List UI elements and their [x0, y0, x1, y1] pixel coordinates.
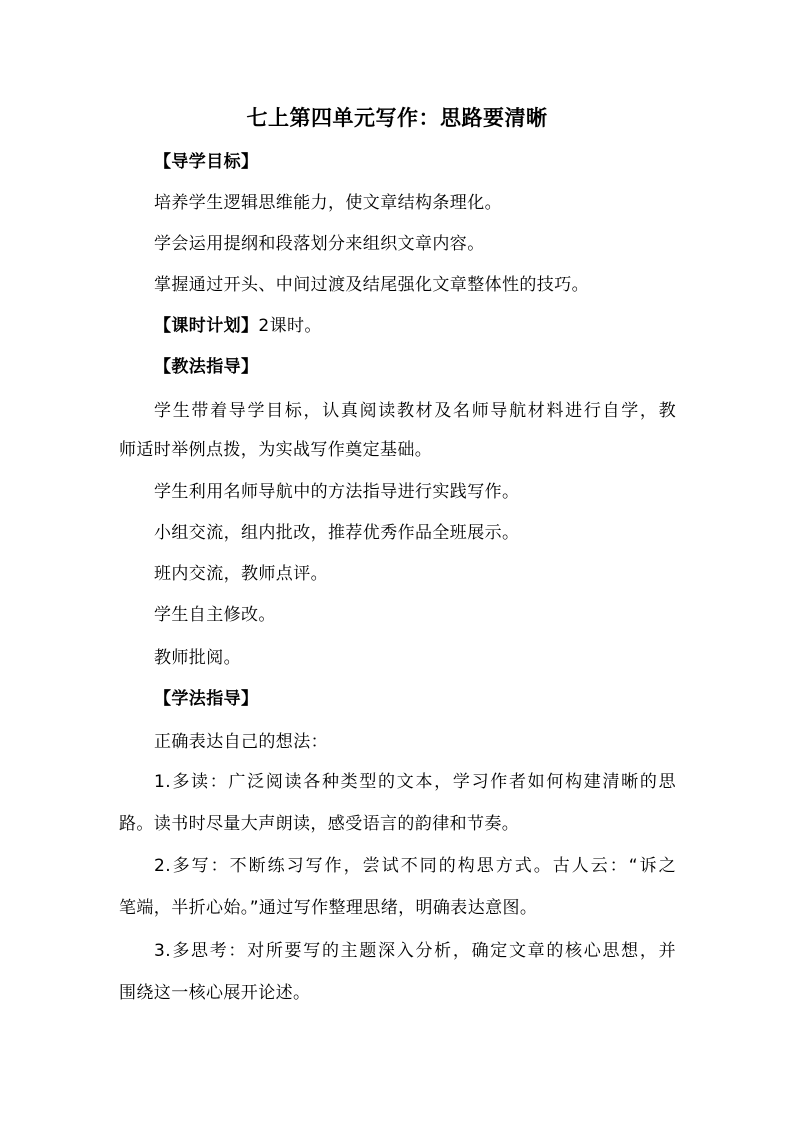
learning-point-2-line-1: 2.多写：不断练习写作，尝试不同的构思方式。古人云：“诉之 [154, 856, 676, 876]
teaching-item-2: 小组交流，组内批改，推荐优秀作品全班展示。 [154, 523, 520, 543]
schedule-line [154, 315, 714, 337]
learning-point-1-line-2: 路。读书时尽量大声朗读，感受语言的韵律和节奏。 [119, 814, 520, 834]
page-title: 七上第四单元写作：思路要清晰 [246, 105, 548, 130]
objective-item-3: 掌握通过开头、中间过渡及结尾强化文章整体性的技巧。 [154, 275, 589, 295]
learning-point-3-line-2: 围绕这一核心展开论述。 [119, 983, 311, 1003]
learning-heading: 【学法指导】 [154, 689, 259, 709]
objective-item-2: 学会运用提纲和段落划分来组织文章内容。 [154, 234, 485, 254]
learning-point-2-line-2: 笔端，半折心始。”通过写作整理思绪，明确表达意图。 [119, 898, 538, 918]
objectives-heading: 【导学目标】 [154, 152, 259, 172]
teaching-heading: 【教法指导】 [154, 357, 259, 377]
teaching-item-3: 班内交流，教师点评。 [154, 564, 328, 584]
objective-item-1: 培养学生逻辑思维能力，使文章结构条理化。 [154, 193, 502, 213]
learning-intro: 正确表达自己的想法： [154, 732, 328, 752]
teaching-item-1: 学生利用名师导航中的方法指导进行实践写作。 [154, 482, 520, 502]
teaching-item-5: 教师批阅。 [154, 648, 241, 668]
learning-point-3-line-1: 3.多思考：对所要写的主题深入分析，确定文章的核心思想，并 [154, 941, 676, 961]
teaching-item-4: 学生自主修改。 [154, 605, 276, 625]
learning-point-1-line-1: 1.多读：广泛阅读各种类型的文本，学习作者如何构建清晰的思 [154, 772, 676, 792]
schedule-heading: 【课时计划】 [154, 316, 259, 336]
teaching-paragraph-line-2: 师适时举例点拨，为实战写作奠定基础。 [119, 440, 433, 460]
schedule-text: 2课时。 [258, 316, 322, 336]
teaching-paragraph-line-1: 学生带着导学目标，认真阅读教材及名师导航材料进行自学，教 [154, 401, 676, 421]
